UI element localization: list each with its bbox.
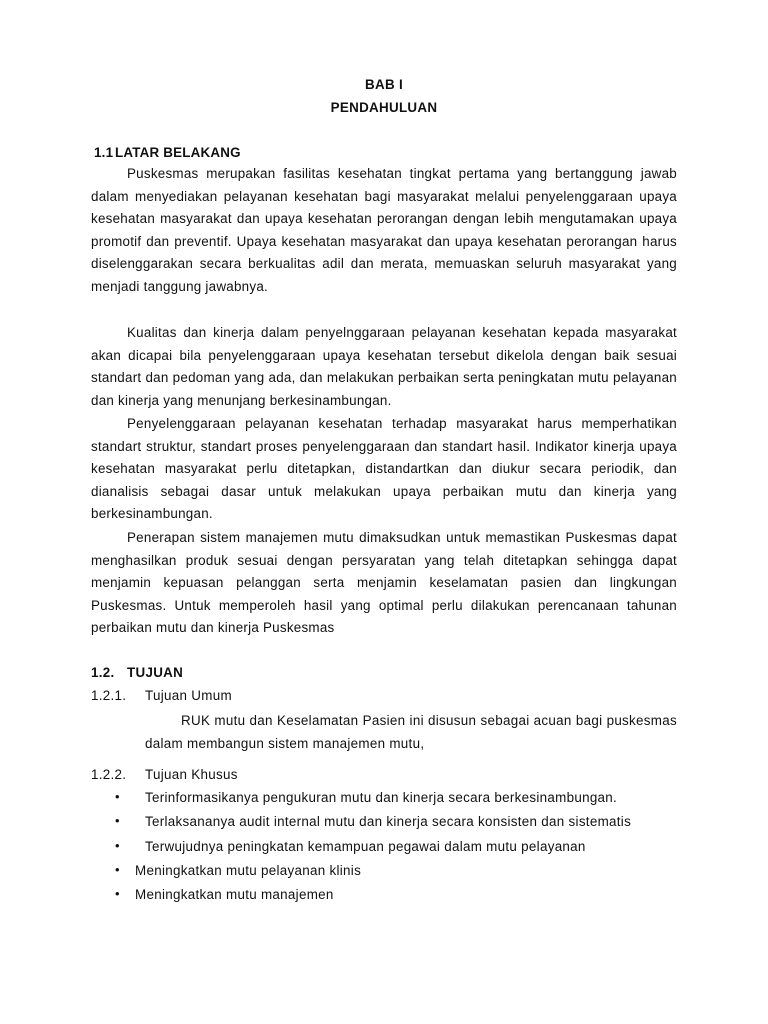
section-title: LATAR BELAKANG xyxy=(115,145,241,160)
paragraph-kualitas: Kualitas dan kinerja dalam penyelnggaraan pelayanan kesehatan kepada masyarakat akan dicapai bila penyelenggaraan upaya kesehatan tersebut dikelola dengan baik sesuai standart dan pedoman yang ada, dan melakukan perbaikan serta peningkatan mutu pelayanan dan kinerja yang menunjang berkesinambungan. xyxy=(91,325,677,408)
paragraph-tujuan-umum: RUK mutu dan Keselamatan Pasien ini disusun sebagai acuan bagi puskesmas dalam membangun sistem manajemen mutu, xyxy=(145,713,677,751)
list-item-text: Terwujudnya peningkatan kemampuan pegawai dalam mutu pelayanan xyxy=(145,838,586,854)
section-heading-tujuan xyxy=(91,665,183,680)
list-item xyxy=(0,814,768,838)
section-number: 1.2. xyxy=(91,665,115,680)
chapter-title: PENDAHULUAN xyxy=(330,100,438,115)
bullet-icon: • xyxy=(115,837,120,853)
paragraph-penyelenggaraan: Penyelenggaraan pelayanan kesehatan terhadap masyarakat harus memperhatikan standart struktur, standart proses penyelenggaraan dan standart hasil. Indikator kinerja upaya kesehatan masyarakat perlu ditetapkan, distandartkan dan diukur secara periodik, dan dianalisis sebagai dasar untuk melakukan upaya perbaikan mutu dan kinerja yang berkesinambungan. xyxy=(91,416,677,522)
bullet-icon: • xyxy=(115,861,120,877)
paragraph-penerapan: Penerapan sistem manajemen mutu dimaksudkan untuk memastikan Puskesmas dapat menghasilkan produk sesuai dengan persyaratan yang telah ditetapkan sehingga dapat menjamin kepuasan pelanggan serta menjamin keselamatan pasien dan lingkungan Puskesmas. Untuk memperoleh hasil yang optimal perlu dilakukan perencanaan tahunan perbaikan mutu dan kinerja Puskesmas xyxy=(91,530,677,636)
section-heading-latar-belakang xyxy=(94,145,241,160)
subsection-title: Tujuan Khusus xyxy=(145,767,238,782)
list-item-text: Meningkatkan mutu manajemen xyxy=(135,887,334,903)
chapter-number: BAB I xyxy=(365,77,403,92)
subsection-title: Tujuan Umum xyxy=(145,688,232,703)
list-item xyxy=(0,887,768,911)
bullet-icon: • xyxy=(115,813,120,829)
list-item xyxy=(0,863,768,887)
subsection-number: 1.2.1. xyxy=(91,688,127,703)
section-number: 1.1 xyxy=(94,145,114,160)
section-title: TUJUAN xyxy=(127,665,184,680)
bullet-icon: • xyxy=(115,789,120,804)
list-item-text: Terlaksananya audit internal mutu dan kinerja secara konsisten dan sistematis xyxy=(145,814,632,830)
subheading-tujuan-umum xyxy=(91,688,232,703)
bullet-icon: • xyxy=(115,886,120,902)
subsection-number: 1.2.2. xyxy=(91,767,127,782)
list-item xyxy=(0,790,768,814)
subheading-tujuan-khusus xyxy=(91,767,238,782)
list-item-text: Terinformasikanya pengukuran mutu dan kinerja secara berkesinambungan. xyxy=(145,790,618,805)
paragraph-puskesmas: Puskesmas merupakan fasilitas kesehatan tingkat pertama yang bertanggung jawab dalam menyediakan pelayanan kesehatan bagi masyarakat melalui penyelenggaraan upaya kesehatan masyarakat dan upaya kesehatan perorangan dengan lebih mengutamakan upaya promotif dan preventif. Upaya kesehatan masyarakat dan upaya kesehatan perorangan harus diselenggarakan secara berkualitas adil dan merata, memuaskan seluruh masyarakat yang menjadi tanggung jawabnya. xyxy=(91,166,677,294)
list-item-text: Meningkatkan mutu pelayanan klinis xyxy=(135,862,362,878)
tujuan-khusus-list xyxy=(0,790,768,911)
list-item xyxy=(0,839,768,863)
